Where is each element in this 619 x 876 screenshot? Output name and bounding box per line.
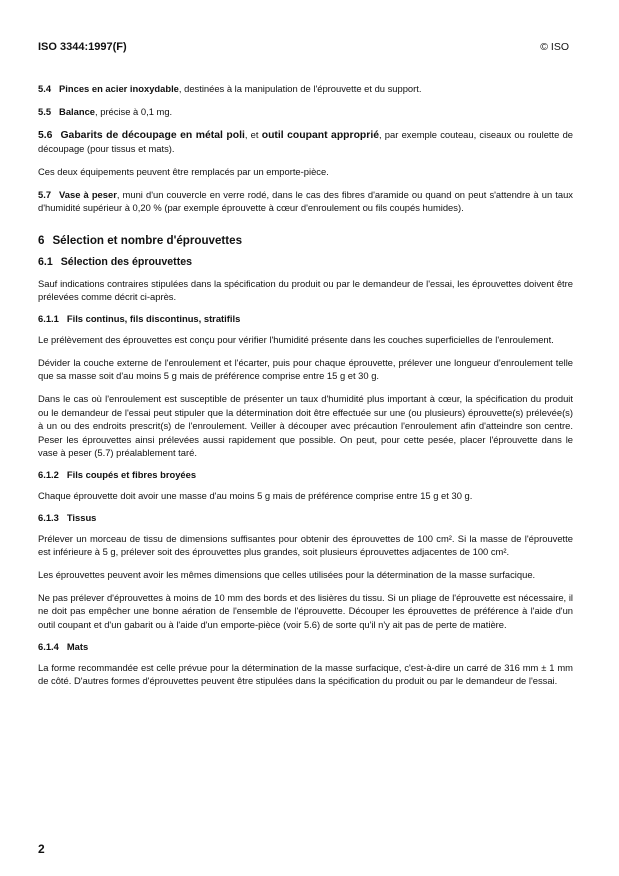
section-title: Fils coupés et fibres broyées <box>66 468 197 480</box>
paragraph: Prélever un morceau de tissu de dimensions suffisantes pour obtenir des éprouvettes de 100 cm². Si la masse de l'éprouvette est inférieure à 5 g, prélever soit des éprouvettes plus grandes, soit plusieurs éprouvettes adjacentes de 100 cm². <box>38 532 573 558</box>
section-6-1-heading <box>38 256 573 268</box>
section-number: 6.1.1 <box>38 313 59 325</box>
section-title: Fils continus, fils discontinus, stratifils <box>66 313 241 325</box>
section-6-1-3-heading <box>38 512 573 523</box>
section-title: Tissus <box>66 511 97 523</box>
clause-term-2: outil coupant approprié <box>261 129 379 141</box>
copyright-mark: © ISO <box>540 41 569 53</box>
clause-number: 5.6 <box>38 129 53 141</box>
clause-text: , muni d'un couvercle en verre rodé, dans le cas des fibres d'aramide ou quand on peut s'attendre à un taux d'humidité supérieur à 0,20 % (par exemple éprouvette à cœur d'enroulement ou fils coupés humides). <box>38 189 573 214</box>
clause-5-6-note: Ces deux équipements peuvent être remplacés par un emporte-pièce. <box>38 166 329 178</box>
section-title: Sélection et nombre d'éprouvettes <box>52 233 243 247</box>
section-6-1-2-heading <box>38 469 573 480</box>
paragraph: Dévider la couche externe de l'enroulement et l'écarter, puis pour chaque éprouvette, prélever une longueur d'enroulement telle que sa masse soit d'au moins 5 g mais de préférence comprise entre 15 g et 30 g. <box>38 357 573 382</box>
section-number: 6.1.4 <box>38 640 59 652</box>
clause-term: Gabarits de découpage en métal poli <box>60 129 245 141</box>
clause-5-7 <box>38 188 573 215</box>
clause-term: Balance <box>59 105 96 117</box>
section-number: 6.1.3 <box>38 511 59 523</box>
section-6-1-1-heading <box>38 313 573 324</box>
paragraph: Le prélèvement des éprouvettes est conçu pour vérifier l'humidité présente dans les couches superficielles de l'enroulement. <box>38 334 554 346</box>
paragraph: Les éprouvettes peuvent avoir les mêmes dimensions que celles utilisées pour la détermination de la masse surfacique. <box>38 569 536 581</box>
clause-text-2: , par exemple couteau, ciseaux ou roulette de découpage (pour tissus et mats). <box>38 128 573 155</box>
section-number: 6 <box>38 233 45 247</box>
section-title: Sélection des éprouvettes <box>60 255 193 268</box>
page-content <box>38 82 573 697</box>
paragraph: La forme recommandée est celle prévue pour la détermination de la masse surfacique, c'est-à-dire un carré de 316 mm ± 1 mm de côté. D'autres formes d'éprouvettes peuvent être stipulées dans la spécification du produit ou par le demandeur de l'essai. <box>38 661 573 687</box>
section-6-1-4-heading <box>38 641 573 652</box>
section-6-heading <box>38 234 573 247</box>
paragraph: Chaque éprouvette doit avoir une masse d'au moins 5 g mais de préférence comprise entre 15 g et 30 g. <box>38 489 473 501</box>
paragraph: Ne pas prélever d'éprouvettes à moins de 10 mm des bords et des lisières du tissu. Si un pliage de l'éprouvette est nécessaire, il ne doit pas empêcher une bonne aération de l'ensemble de l'éprouvette. Découper les éprouvettes de préférence à l'aide d'un outil coupant et d'un gabarit ou à l'aide d'un emporte-pièce (voir 5.6) de sorte qu'il n'y ait pas de perte de matière. <box>38 592 573 630</box>
section-number: 6.1 <box>38 255 53 268</box>
clause-term: Vase à peser <box>59 189 117 201</box>
clause-text: , précise à 0,1 mg. <box>95 105 173 117</box>
clause-5-4 <box>38 82 573 95</box>
paragraph: Sauf indications contraires stipulées dans la spécification du produit ou par le demandeur de l'essai, les éprouvettes doivent être prélevées comme décrit ci-après. <box>38 277 573 303</box>
clause-term: Pinces en acier inoxydable <box>59 83 179 94</box>
section-number: 6.1.2 <box>38 468 59 480</box>
standard-reference: ISO 3344:1997(F) <box>38 41 127 53</box>
clause-text: , et <box>244 128 262 140</box>
clause-text: , destinées à la manipulation de l'éprouvette et du support. <box>178 83 422 94</box>
clause-number: 5.7 <box>38 189 52 201</box>
section-title: Mats <box>66 640 89 652</box>
clause-5-5 <box>38 105 573 118</box>
clause-number: 5.4 <box>38 83 52 94</box>
paragraph: Dans le cas où l'enroulement est susceptible de présenter un taux d'humidité plus important à cœur, la spécification du produit ou le demandeur de l'essai peut stipuler que la détermination doit être effectuée sur une (ou plusieurs) éprouvette(s) prélevée(s) à un ou des endroits prescrit(s) de l'enroulement. Veiller à découper avec précaution l'enroulement afin d'atteindre son centre. Peser les éprouvettes ainsi prélevées aussi rapidement que possible. On peut, pour cette pesée, placer l'éprouvette dans le vase à peser (5.7) préalablement taré. <box>38 393 573 458</box>
clause-number: 5.5 <box>38 105 52 117</box>
clause-5-6 <box>38 128 573 156</box>
page-number: 2 <box>38 842 45 856</box>
